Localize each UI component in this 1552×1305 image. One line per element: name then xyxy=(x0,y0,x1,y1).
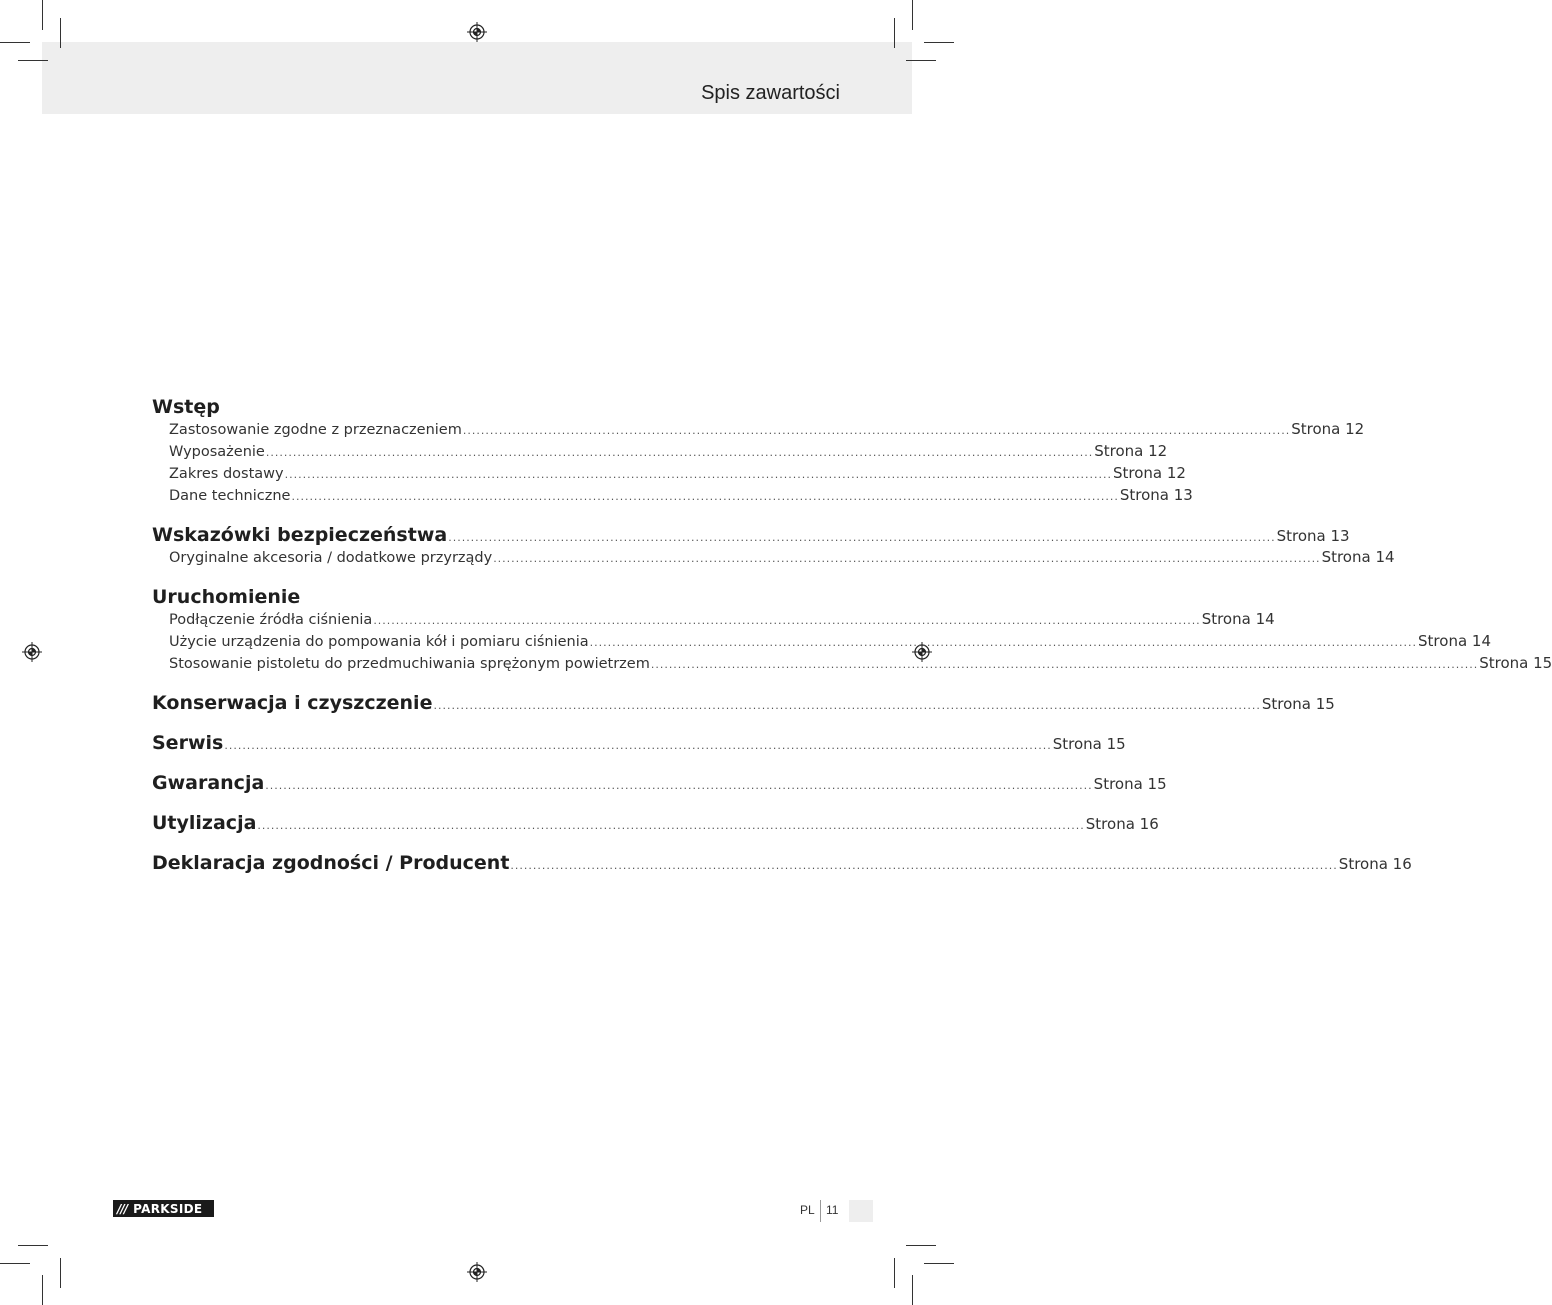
toc-section-serwis xyxy=(152,732,1126,756)
toc-entry-label: Użycie urządzenia do pompowania kół i pomiaru ciśnienia xyxy=(169,634,589,650)
toc-entry-label: Stosowanie pistoletu do przedmuchiwania sprężonym powietrzem xyxy=(169,656,650,672)
toc-entry-page: Strona 12 xyxy=(1291,420,1365,438)
page-tab-marker xyxy=(849,1200,873,1222)
footer-divider xyxy=(820,1200,821,1222)
dot-leader: ........................................................................................................................................................................................ xyxy=(510,859,1338,872)
crop-mark xyxy=(60,18,61,48)
toc-heading-label: Utylizacja xyxy=(152,812,257,834)
logo-text: PARKSIDE xyxy=(133,1201,203,1216)
toc-heading-page: Strona 16 xyxy=(1085,815,1159,833)
registration-mark-icon xyxy=(22,642,42,662)
table-of-contents xyxy=(152,396,1552,892)
crop-mark xyxy=(906,1245,936,1246)
toc-entry-page: Strona 12 xyxy=(1112,464,1186,482)
crop-mark xyxy=(912,1275,913,1305)
toc-entry[interactable] xyxy=(152,442,1168,464)
toc-entry[interactable] xyxy=(152,420,1365,442)
toc-section-deklaracja xyxy=(152,852,1412,876)
toc-heading[interactable] xyxy=(152,524,1350,548)
crop-mark xyxy=(906,60,936,61)
crop-mark xyxy=(924,42,954,43)
toc-heading[interactable] xyxy=(152,772,1167,796)
toc-section-wstep xyxy=(152,396,1365,508)
toc-entry-page: Strona 14 xyxy=(1418,632,1492,650)
toc-entry-label: Oryginalne akcesoria / dodatkowe przyrządy xyxy=(169,550,493,566)
header-band xyxy=(42,42,912,114)
crop-mark xyxy=(894,1258,895,1288)
toc-section-utylizacja xyxy=(152,812,1159,836)
toc-entry[interactable] xyxy=(152,548,1395,570)
page-title: Spis zawartości xyxy=(701,82,840,104)
toc-heading[interactable] xyxy=(152,812,1159,836)
toc-entry-label: Zakres dostawy xyxy=(169,466,284,482)
toc-entry[interactable] xyxy=(152,632,1492,654)
dot-leader: ........................................................................................................................................................................................ xyxy=(433,699,1261,712)
dot-leader: ........................................................................................................................................................................................ xyxy=(373,614,1201,627)
parkside-logo xyxy=(113,1200,214,1217)
toc-heading-page: Strona 15 xyxy=(1052,735,1126,753)
toc-entry-page: Strona 14 xyxy=(1321,548,1395,566)
dot-leader: ........................................................................................................................................................................................ xyxy=(448,531,1276,544)
crop-mark xyxy=(18,60,48,61)
toc-section-konserwacja xyxy=(152,692,1335,716)
crop-mark xyxy=(42,1275,43,1305)
crop-mark xyxy=(0,42,30,43)
dot-leader: ........................................................................................................................................................................................ xyxy=(291,490,1119,503)
dot-leader: ........................................................................................................................................................................................ xyxy=(650,658,1479,671)
toc-entry-label: Dane techniczne xyxy=(169,488,291,504)
crop-mark xyxy=(912,0,913,30)
toc-heading-page: Strona 13 xyxy=(1276,527,1350,545)
toc-heading-page: Strona 15 xyxy=(1261,695,1335,713)
registration-mark-icon xyxy=(467,1262,487,1282)
registration-mark-icon xyxy=(467,22,487,42)
toc-heading-label: Serwis xyxy=(152,732,224,754)
toc-heading[interactable] xyxy=(152,586,793,610)
toc-heading[interactable] xyxy=(152,732,1126,756)
dot-leader: ........................................................................................................................................................................................ xyxy=(265,779,1093,792)
toc-entry[interactable] xyxy=(152,464,1186,486)
toc-heading-label: Konserwacja i czyszczenie xyxy=(152,692,433,714)
toc-section-wskazowki xyxy=(152,524,1395,570)
dot-leader: ........................................................................................................................................................................................ xyxy=(493,552,1321,565)
crop-mark xyxy=(42,0,43,30)
toc-heading-label: Wskazówki bezpieczeństwa xyxy=(152,524,448,546)
toc-section-uruchomienie xyxy=(152,586,1552,676)
toc-heading-page: Strona 15 xyxy=(1093,775,1167,793)
crop-mark xyxy=(18,1245,48,1246)
toc-heading[interactable] xyxy=(152,396,793,420)
toc-heading-page: Strona 16 xyxy=(1338,855,1412,873)
toc-entry-page: Strona 13 xyxy=(1119,486,1193,504)
toc-entry-page: Strona 12 xyxy=(1094,442,1168,460)
dot-leader: ........................................................................................................................................................................................ xyxy=(589,636,1418,649)
toc-heading-label: Uruchomienie xyxy=(152,586,301,608)
toc-entry[interactable] xyxy=(152,610,1275,632)
toc-heading[interactable] xyxy=(152,852,1412,876)
dot-leader: ........................................................................................................................................................................................ xyxy=(284,468,1112,481)
toc-heading-label: Deklaracja zgodności / Producent xyxy=(152,852,510,874)
toc-heading[interactable] xyxy=(152,692,1335,716)
crop-mark xyxy=(60,1258,61,1288)
toc-entry[interactable] xyxy=(152,654,1552,676)
dot-leader: ........................................................................................................................................................................................ xyxy=(224,739,1052,752)
dot-leader: ........................................................................................................................................................................................ xyxy=(257,819,1085,832)
page-number: 11 xyxy=(826,1203,839,1217)
toc-entry-page: Strona 15 xyxy=(1479,654,1552,672)
toc-entry-label: Podłączenie źródła ciśnienia xyxy=(169,612,373,628)
crop-mark xyxy=(894,18,895,48)
toc-entry[interactable] xyxy=(152,486,1193,508)
language-code: PL xyxy=(800,1203,815,1217)
logo-stripes: /// xyxy=(117,1201,128,1216)
crop-mark xyxy=(0,1263,30,1264)
toc-heading-label: Wstęp xyxy=(152,396,220,418)
toc-entry-label: Zastosowanie zgodne z przeznaczeniem xyxy=(169,422,462,438)
crop-mark xyxy=(924,1263,954,1264)
dot-leader: ........................................................................................................................................................................................ xyxy=(462,424,1291,437)
toc-heading-label: Gwarancja xyxy=(152,772,265,794)
toc-entry-page: Strona 14 xyxy=(1201,610,1275,628)
dot-leader: ........................................................................................................................................................................................ xyxy=(265,446,1094,459)
toc-entry-label: Wyposażenie xyxy=(169,444,265,460)
toc-section-gwarancja xyxy=(152,772,1167,796)
